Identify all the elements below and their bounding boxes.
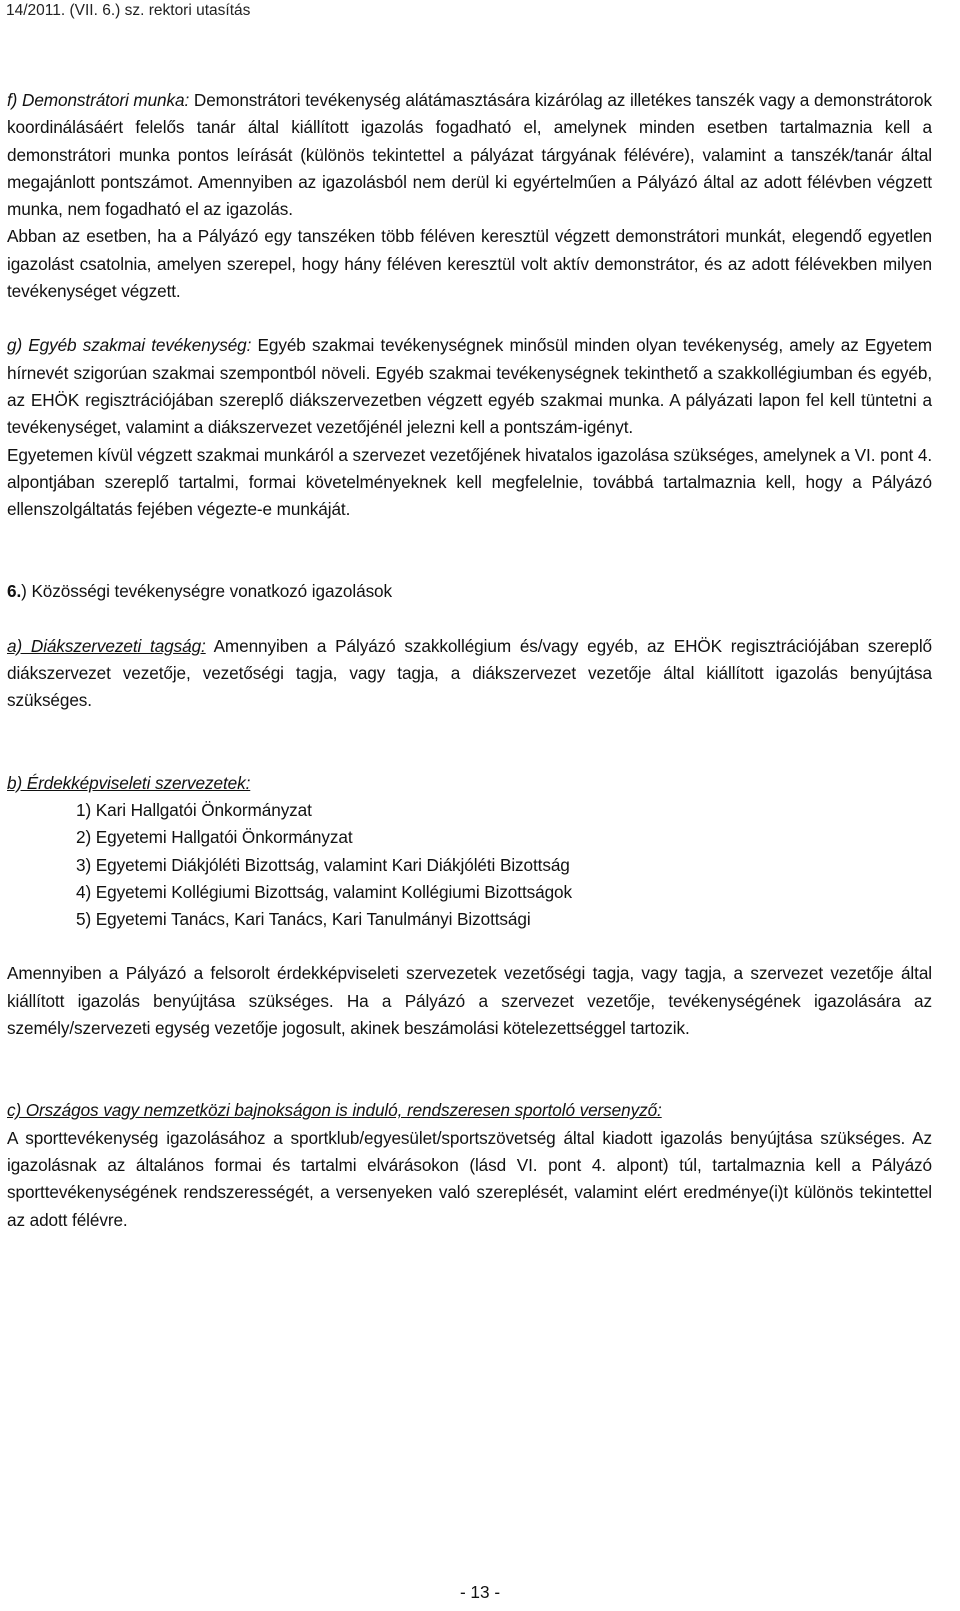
section-g-text-1: Egyéb szakmai tevékenységnek minősül minden olyan tevékenység, amely az Egyetem hírnevét szigorúan szakmai szempontból növeli. Egyéb szakmai tevékenységnek tekinthető a szakkollégiumban és egyéb, az EHÖK regisztrációjában szereplő diákszervezetben végzett egyéb szakmai munka. A pályázati lapon fel kell tüntetni a tevékenységet, valamint a diákszervezet vezetőjénél jelezni kell a pontszám-igényt. <box>7 335 932 438</box>
section-g-title: g) Egyéb szakmai tevékenység: <box>7 335 252 356</box>
document-body <box>7 87 932 1234</box>
section-c-paragraph: A sporttevékenység igazolásához a sportklub/egyesület/sportszövetség által kiadott igazolás benyújtása szükséges. Az igazolásnak az általános formai és tartalmi elvárásokon (lásd VI. pont 4. alpont) túl, tartalmaznia kell a Pályázó sporttevékenységének rendszerességét, a versenyeken való szereplését, valamint elért eredménye(i)t különös tekintettel az adott félévre. <box>7 1127 932 1230</box>
section-f-title: f) Demonstrátori munka: <box>7 90 190 110</box>
list-item: 2) Egyetemi Hallgatói Önkormányzat <box>76 827 353 848</box>
section-g-paragraph-1 <box>7 332 932 441</box>
section-f-paragraph-1 <box>7 87 932 223</box>
list-item: 3) Egyetemi Diákjóléti Bizottság, valamint Kari Diákjóléti Bizottság <box>76 854 570 875</box>
section-a-title: a) Diákszervezeti tagság: <box>7 635 206 656</box>
section-c-title: c) Országos vagy nemzetközi bajnokságon is induló, rendszeresen sportoló versenyző: <box>7 1100 662 1121</box>
list-item: 4) Egyetemi Kollégiumi Bizottság, valamint Kollégiumi Bizottságok <box>76 881 572 902</box>
page-header: 14/2011. (VII. 6.) sz. rektori utasítás <box>6 2 251 19</box>
section-g-paragraph-2: Egyetemen kívül végzett szakmai munkáról a szervezet vezetőjének hivatalos igazolása szükséges, amelynek a VI. pont 4. alpontjában szereplő tartalmi, formai követelményeknek kell megfelelnie, továbbá tartalmaznia kell, hogy a Pályázó ellenszolgáltatás fejében végezte-e munkáját. <box>7 444 932 520</box>
section-6-heading <box>7 578 932 605</box>
section-b-list <box>7 797 932 933</box>
page-number: - 13 - <box>459 1582 501 1602</box>
section-b-paragraph: Amennyiben a Pályázó a felsorolt érdekképviseleti szervezetek vezetőségi tagja, vagy tagja, a szervezet vezetője által kiállított igazolás benyújtása szükséges. Ha a Pályázó a szervezet vezetője, tevékenységének igazolására az személy/szervezeti egység vezetője jogosult, akinek beszámolási kötelezettséggel tartozik. <box>7 963 932 1039</box>
section-f-paragraph-2: Abban az esetben, ha a Pályázó egy tanszéken több féléven keresztül végzett demonstrátori munkát, elegendő egyetlen igazolást csatolnia, amelyen szerepel, hogy hány féléven keresztül volt aktív demonstrátor, és az adott félévekben milyen tevékenységet végzett. <box>7 226 932 302</box>
list-item: 5) Egyetemi Tanács, Kari Tanács, Kari Tanulmányi Bizottsági <box>76 909 531 930</box>
list-item: 1) Kari Hallgatói Önkormányzat <box>76 799 312 820</box>
section-a-paragraph <box>7 633 932 715</box>
section-b-title: b) Érdekképviseleti szervezetek: <box>7 772 251 793</box>
section-c-title-line <box>7 1097 932 1124</box>
section-a-text: Amennyiben a Pályázó szakkollégium és/vagy egyéb, az EHÖK regisztrációjában szereplő diákszervezet vezetője, vezetőségi tagja, vagy tagja, a diákszervezet vezetője által kiállított igazolás benyújtása szükséges. <box>7 635 932 711</box>
section-b-title-line <box>7 770 932 797</box>
section-f-text-1: Demonstrátori tevékenység alátámasztására kizárólag az illetékes tanszék vagy a demonstrátorok koordinálásáért felelős tanár által kiállított igazolás fogadható el, amelynek minden esetben tartalmaznia kell a demonstrátori munka pontos leírását (különös tekintettel a pályázat tárgyának félévére), valamint a tanszék/tanár által megajánlott pontszámot. Amennyiben az igazolásból nem derül ki egyértelműen a Pályázó által az adott félévben végzett munka, nem fogadható el az igazolás. <box>7 90 932 220</box>
section-6-title: ) Közösségi tevékenységre vonatkozó igazolások <box>21 581 393 602</box>
section-6-number: 6. <box>7 581 22 602</box>
